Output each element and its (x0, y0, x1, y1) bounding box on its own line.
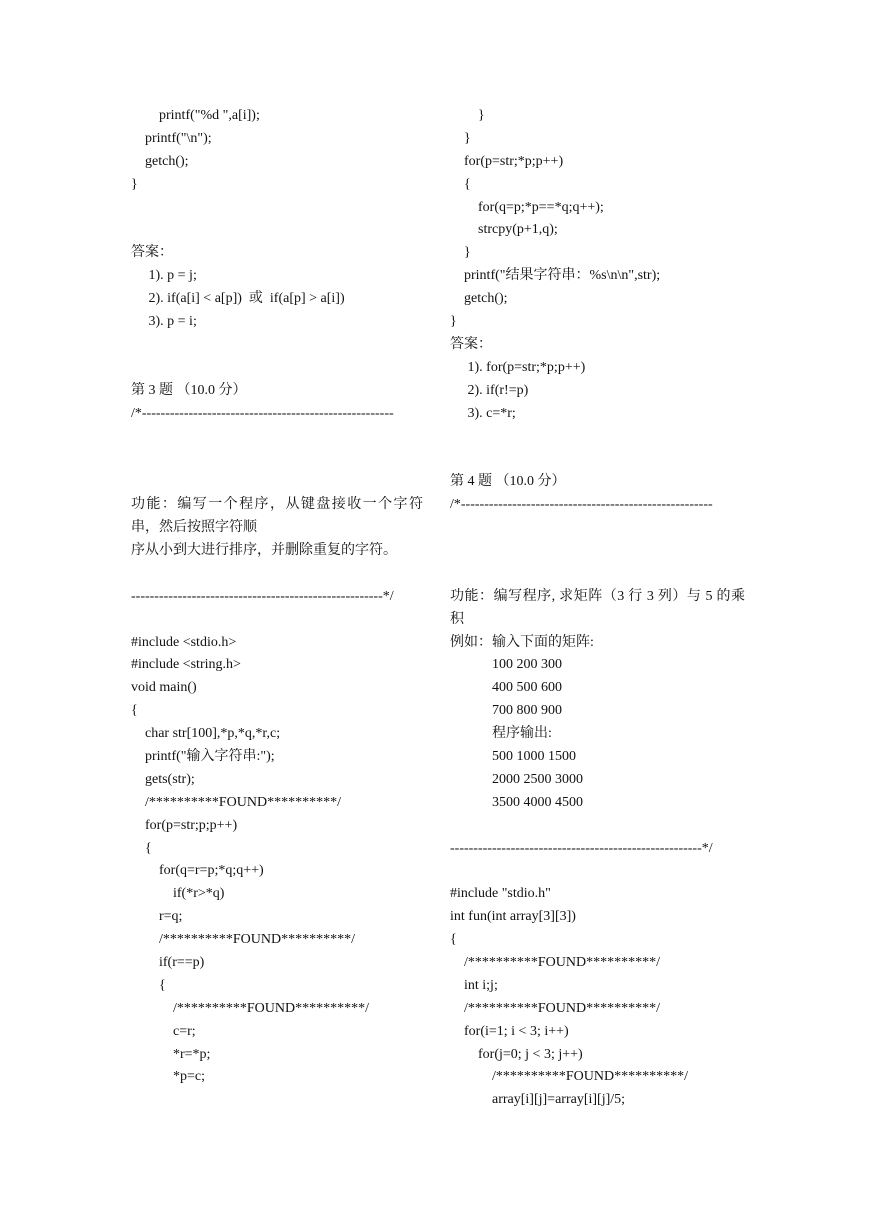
text-line: 500 1000 1500 (450, 748, 576, 764)
text-line: c=r; (131, 1023, 196, 1039)
text-line: 3500 4000 4500 (450, 794, 583, 810)
text-line: strcpy(p+1,q); (450, 222, 558, 238)
text-line: /**********FOUND**********/ (131, 932, 356, 948)
text-line: *p=c; (131, 1069, 205, 1085)
text-line (450, 540, 745, 563)
text-line: 3). p = i; (131, 314, 197, 330)
text-line (450, 448, 745, 471)
text-line: { (450, 932, 457, 948)
text-line (131, 219, 423, 242)
text-line: int i;j; (450, 977, 498, 993)
text-line: 功能：编写程序, 求矩阵（3 行 3 列）与 5 的乘积 (450, 588, 745, 627)
text-line: 第 3 题 （10.0 分） (131, 382, 247, 398)
text-line: r=q; (131, 909, 183, 925)
text-line: 100 200 300 (450, 657, 562, 673)
text-line (131, 334, 423, 357)
text-line: ------------------------------------------------------*/ (450, 840, 713, 856)
text-line: #include "stdio.h" (450, 886, 551, 902)
text-line: #include <stdio.h> (131, 634, 237, 650)
text-line: 答案： (131, 245, 173, 261)
text-line: /*------------------------------------------------------ (450, 497, 713, 513)
text-line: 2). if(r!=p) (450, 382, 529, 398)
text-line: 序从小到大进行排序，并删除重复的字符。 (131, 542, 397, 558)
text-line (131, 609, 423, 632)
text-line: 3). c=*r; (450, 405, 516, 421)
text-line: 700 800 900 (450, 703, 562, 719)
text-line: #include <string.h> (131, 657, 241, 673)
text-line (131, 471, 423, 494)
text-line: 答案： (450, 336, 492, 352)
right-column (450, 105, 745, 1112)
text-line: for(p=str;p;p++) (131, 817, 238, 833)
text-line: 1). p = j; (131, 268, 197, 284)
text-line: int fun(int array[3][3]) (450, 909, 576, 925)
text-line: /**********FOUND**********/ (450, 1069, 689, 1085)
text-line (131, 448, 423, 471)
text-line: ------------------------------------------------------*/ (131, 588, 394, 604)
text-line: getch(); (450, 291, 508, 307)
text-line: } (131, 176, 138, 192)
text-line: /**********FOUND**********/ (131, 794, 342, 810)
text-line: char str[100],*p,*q,*r,c; (131, 726, 281, 742)
text-line: } (450, 314, 457, 330)
text-line: 1). for(p=str;*p;p++) (450, 359, 586, 375)
text-line: printf("%d ",a[i]); (131, 108, 260, 123)
text-line (131, 357, 423, 380)
text-line: if(r==p) (131, 955, 205, 970)
text-line (450, 860, 745, 883)
text-line: printf("结果字符串：%s\n\n",str); (450, 268, 661, 284)
text-line: /**********FOUND**********/ (450, 1000, 661, 1016)
text-line: { (131, 977, 166, 993)
text-line (450, 563, 745, 586)
text-line: 第 4 题 （10.0 分） (450, 474, 566, 490)
text-line: } (450, 245, 471, 261)
text-line: for(p=str;*p;p++) (450, 153, 564, 169)
text-line (450, 517, 745, 540)
text-line: printf("输入字符串:"); (131, 748, 275, 764)
text-line: for(i=1; i < 3; i++) (450, 1023, 569, 1039)
text-line: for(j=0; j < 3; j++) (450, 1046, 583, 1062)
text-line: void main() (131, 680, 197, 696)
text-line: /*------------------------------------------------------ (131, 405, 394, 421)
text-line (131, 197, 423, 220)
text-line: for(q=r=p;*q;q++) (131, 863, 264, 879)
text-line: array[i][j]=array[i][j]/5; (450, 1092, 626, 1108)
text-line (131, 425, 423, 448)
text-line: 程序输出: (450, 726, 552, 742)
text-line: 400 500 600 (450, 680, 562, 696)
text-line: 功能：编写一个程序，从键盘接收一个字符串，然后按照字符顺 (131, 497, 423, 536)
text-line: 例如：输入下面的矩阵: (450, 634, 594, 650)
text-line (450, 815, 745, 838)
text-line: 2). if(a[i] < a[p]) 或 if(a[p] > a[i]) (131, 291, 345, 307)
left-column (131, 105, 423, 1089)
text-line: *r=*p; (131, 1046, 211, 1062)
text-line: for(q=p;*p==*q;q++); (450, 199, 604, 215)
text-line: } (450, 130, 471, 146)
text-line: { (131, 840, 152, 856)
text-line: printf("\n"); (131, 130, 212, 146)
text-line (131, 563, 423, 586)
text-line: getch(); (131, 153, 189, 169)
text-line: 2000 2500 3000 (450, 771, 583, 787)
text-line (450, 425, 745, 448)
text-line: { (450, 176, 471, 192)
text-line: if(*r>*q) (131, 886, 225, 902)
text-line: { (131, 703, 138, 719)
text-line: /**********FOUND**********/ (450, 954, 661, 970)
text-line: /**********FOUND**********/ (131, 1000, 370, 1016)
text-line: } (450, 108, 485, 123)
text-line: gets(str); (131, 771, 195, 787)
